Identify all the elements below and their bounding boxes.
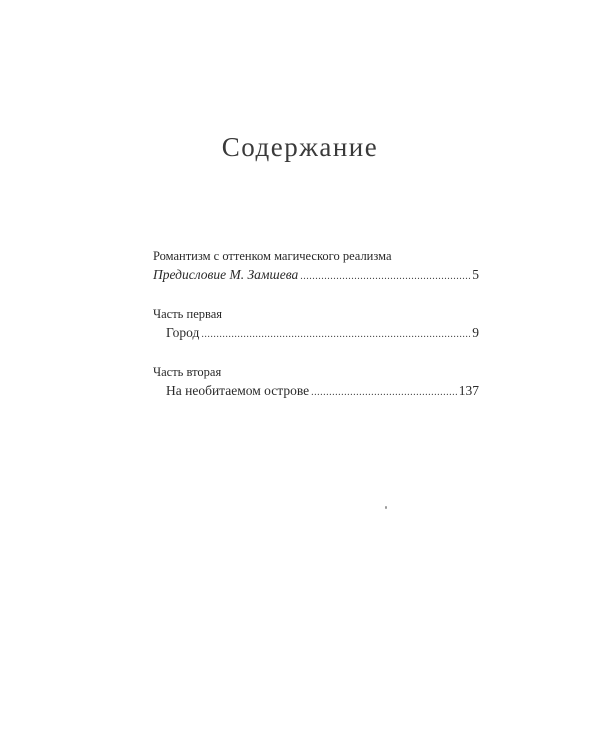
print-speck — [385, 506, 387, 509]
toc-entry-part-two[interactable] — [153, 381, 479, 400]
toc-entry-label: Предисловие М. Замшева — [153, 267, 299, 282]
table-of-contents — [153, 248, 479, 400]
toc-entry-foreword[interactable] — [153, 265, 479, 284]
toc-entry-label: Город — [166, 325, 200, 340]
toc-group-part-one — [153, 306, 479, 342]
dot-leader — [201, 325, 470, 344]
toc-section-title: Романтизм с оттенком магического реализма — [153, 249, 392, 263]
toc-group-part-two — [153, 364, 479, 400]
page-title: Содержание — [221, 132, 379, 162]
toc-page-number: 5 — [472, 267, 479, 282]
toc-group-foreword — [153, 248, 479, 284]
toc-page-number: 137 — [458, 383, 479, 398]
toc-entry-part-one[interactable] — [153, 323, 479, 342]
toc-entry-label: На необитаемом острове — [166, 383, 310, 398]
toc-section-title: Часть вторая — [153, 365, 222, 379]
toc-section-title: Часть первая — [153, 307, 223, 321]
dot-leader — [300, 267, 470, 286]
dot-leader — [311, 383, 457, 402]
toc-page-number: 9 — [472, 325, 479, 340]
